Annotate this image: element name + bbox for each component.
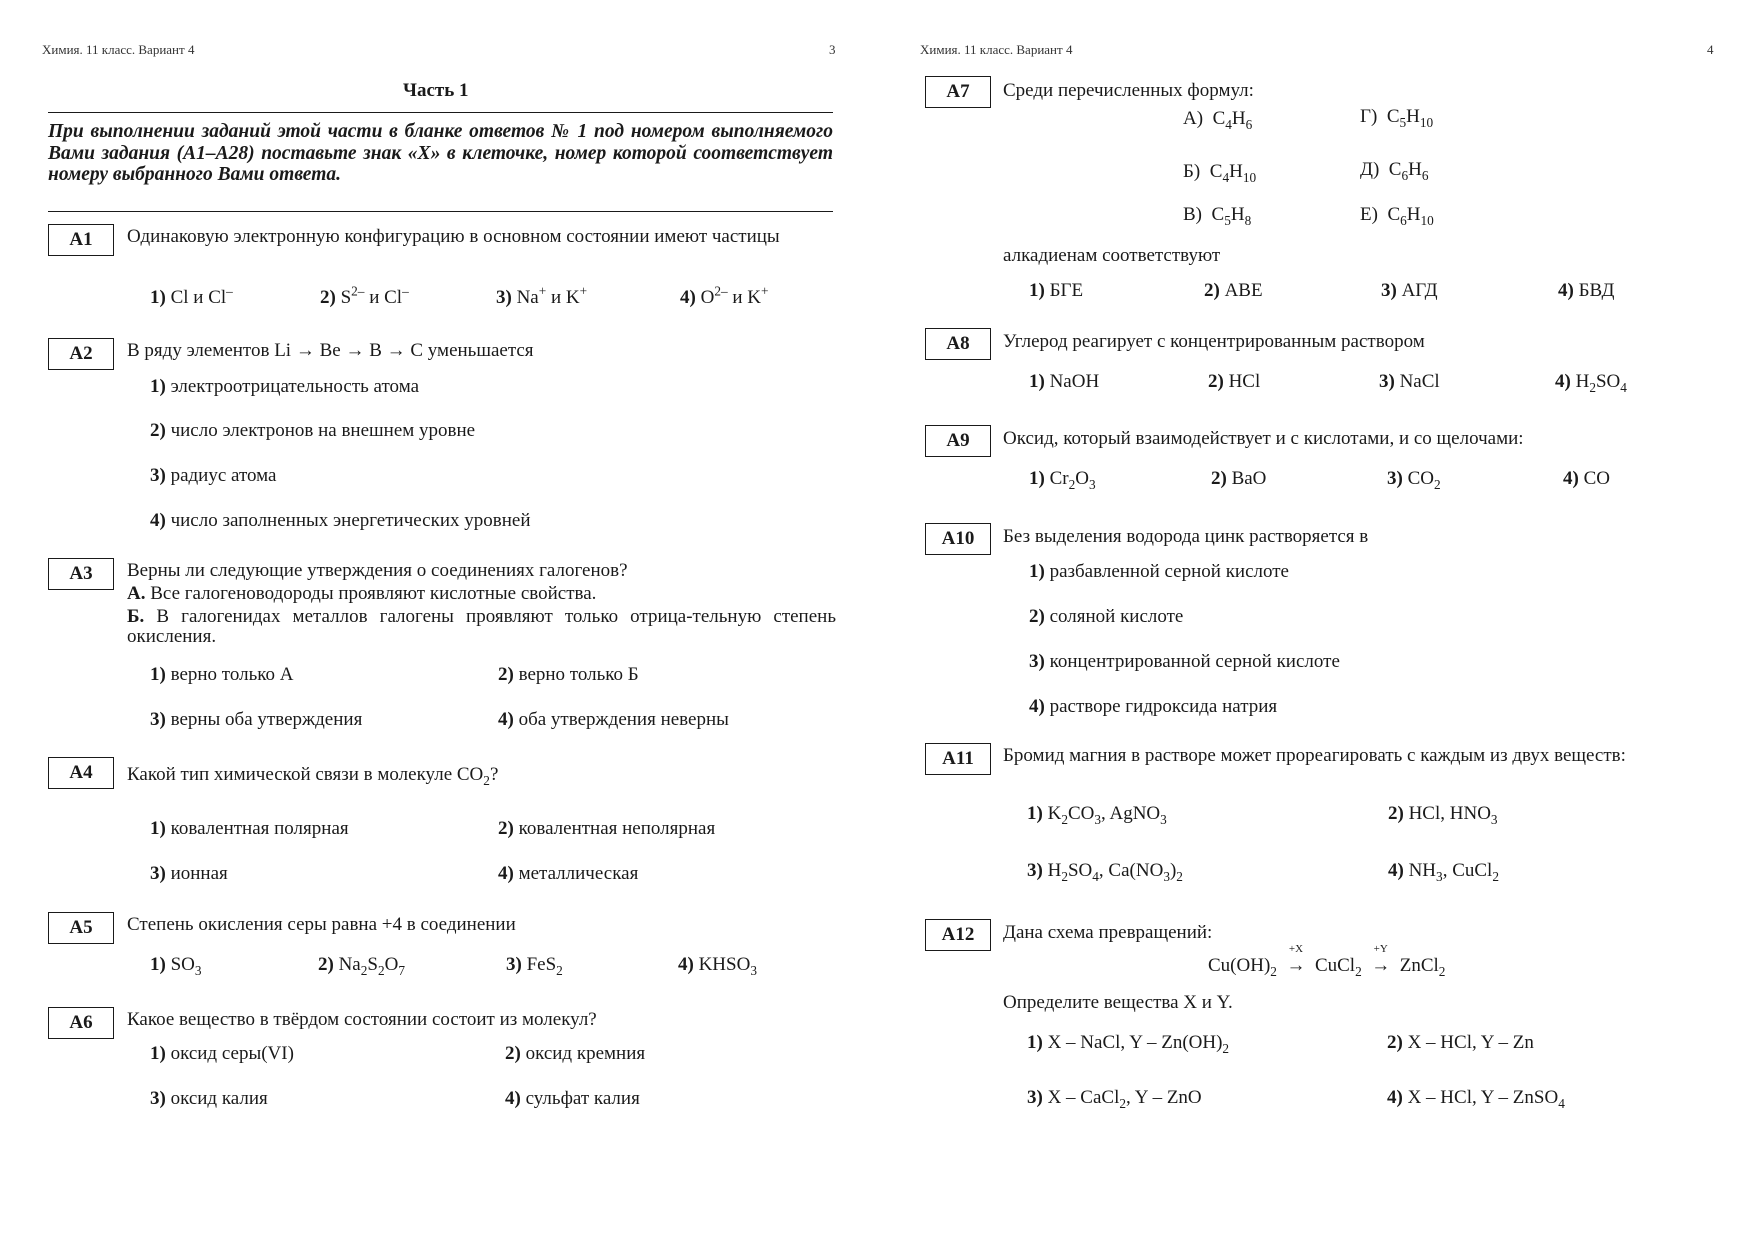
answer-a3-1[interactable]: 1) верно только А — [150, 664, 294, 685]
answer-a1-2[interactable]: 2) $S^{2-}$ и Cl– — [320, 283, 409, 308]
answer-a8-3[interactable]: 3) NaCl — [1379, 371, 1440, 392]
answer-a12-3[interactable]: 3) X – CaCl$_2$, Y – ZnO — [1027, 1087, 1202, 1111]
answer-a10-4[interactable]: 4) растворе гидроксида натрия — [1029, 696, 1278, 717]
formula-g: Г) $C_5H_{10}$ — [1360, 106, 1434, 130]
question-a1-text: Одинаковую электронную конфигурацию в основном состоянии имеют частицы — [127, 226, 780, 247]
page-number: 4 — [1707, 42, 1714, 57]
question-a6-text: Какое вещество в твёрдом состоянии состоит из молекул? — [127, 1009, 597, 1030]
answer-a11-1[interactable]: 1) $K_2CO_3$, AgNO$_3$ — [1027, 803, 1167, 827]
answer-a7-3[interactable]: 3) АГД — [1381, 280, 1438, 301]
answer-a3-2[interactable]: 2) верно только Б — [498, 664, 639, 685]
divider — [48, 112, 833, 113]
answer-a6-3[interactable]: 3) оксид калия — [150, 1088, 268, 1109]
question-label-a11: А11 — [925, 743, 991, 775]
answer-a6-1[interactable]: 1) оксид серы(VI) — [150, 1043, 294, 1064]
answer-a5-2[interactable]: 2) $Na_2S_2O_7$ — [318, 954, 406, 978]
answer-a2-2[interactable]: 2) число электронов на внешнем уровне — [150, 420, 476, 441]
answer-a4-1[interactable]: 1) ковалентная полярная — [150, 818, 349, 839]
answer-a4-3[interactable]: 3) ионная — [150, 863, 228, 884]
answer-a10-1[interactable]: 1) разбавленной серной кислоте — [1029, 561, 1289, 582]
answer-a10-3[interactable]: 3) концентрированной серной кислоте — [1029, 651, 1340, 672]
page-number: 3 — [829, 42, 836, 57]
answer-a2-1[interactable]: 1) электроотрицательность атома — [150, 376, 420, 397]
question-a12-text: Дана схема превращений: — [1003, 922, 1213, 943]
divider — [48, 211, 833, 212]
answer-a4-2[interactable]: 2) ковалентная неполярная — [498, 818, 716, 839]
question-a5-text: Степень окисления серы равна +4 в соединении — [127, 914, 516, 935]
formula-d: Д) $C_6H_6$ — [1360, 159, 1429, 183]
question-label-a6: А6 — [48, 1007, 114, 1039]
question-a3-text: Верны ли следующие утверждения о соединениях галогенов? — [127, 560, 628, 581]
question-a12-prompt: Определите вещества X и Y. — [1003, 992, 1233, 1013]
question-label-a4: А4 — [48, 757, 114, 789]
question-label-a2: А2 — [48, 338, 114, 370]
answer-a1-4[interactable]: 4) $O^{2-}$ и K+ — [680, 283, 769, 308]
question-label-a10: А10 — [925, 523, 991, 555]
question-a7-text: Среди перечисленных формул: — [1003, 80, 1254, 101]
question-a10-text: Без выделения водорода цинк растворяется в — [1003, 526, 1369, 547]
answer-a10-2[interactable]: 2) соляной кислоте — [1029, 606, 1184, 627]
answer-a3-4[interactable]: 4) оба утверждения неверны — [498, 709, 729, 730]
answer-a1-3[interactable]: 3) Na+ и K+ — [496, 283, 588, 308]
question-a9-text: Оксид, который взаимодействует и с кислотами, и со щелочами: — [1003, 428, 1524, 449]
answer-a6-4[interactable]: 4) сульфат калия — [505, 1088, 640, 1109]
answer-a3-3[interactable]: 3) верны оба утверждения — [150, 709, 363, 730]
answer-a12-1[interactable]: 1) X – NaCl, Y – $Zn(OH)_2$ — [1027, 1032, 1230, 1056]
answer-a2-4[interactable]: 4) число заполненных энергетических уровней — [150, 510, 531, 531]
answer-a7-4[interactable]: 4) БВД — [1558, 280, 1615, 301]
question-label-a5: А5 — [48, 912, 114, 944]
answer-a9-4[interactable]: 4) CO — [1563, 468, 1610, 489]
part-title: Часть 1 — [403, 80, 469, 101]
question-a8-text: Углерод реагирует с концентрированным раствором — [1003, 331, 1425, 352]
answer-a6-2[interactable]: 2) оксид кремния — [505, 1043, 646, 1064]
formula-a: А) $C_4H_6$ — [1183, 108, 1253, 132]
answer-a12-2[interactable]: 2) X – HCl, Y – Zn — [1387, 1032, 1534, 1053]
answer-a1-1[interactable]: 1) Cl и Cl– — [150, 283, 233, 308]
answer-a8-1[interactable]: 1) NaOH — [1029, 371, 1100, 392]
statement-a: А. Все галогеноводороды проявляют кислотные свойства. — [127, 583, 597, 604]
answer-a12-4[interactable]: 4) X – HCl, Y – ZnSO$_4$ — [1387, 1087, 1565, 1111]
answer-a11-2[interactable]: 2) HCl, $HNO_3$ — [1388, 803, 1498, 827]
arrow-2: +Y → — [1371, 943, 1391, 976]
right-page — [877, 0, 1754, 1239]
answer-a7-1[interactable]: 1) БГЕ — [1029, 280, 1084, 301]
answer-a5-1[interactable]: 1) $SO_3$ — [150, 954, 202, 978]
formula-v: В) $C_5H_8$ — [1183, 204, 1252, 228]
question-label-a8: А8 — [925, 328, 991, 360]
question-label-a7: А7 — [925, 76, 991, 108]
answer-a7-2[interactable]: 2) АВЕ — [1204, 280, 1263, 301]
answer-a9-1[interactable]: 1) $Cr_2O_3$ — [1029, 468, 1096, 492]
formula-e: Е) $C_6H_{10}$ — [1360, 204, 1434, 228]
question-label-a12: А12 — [925, 919, 991, 951]
answer-a5-4[interactable]: 4) $KHSO_3$ — [678, 954, 757, 978]
instruction-text: При выполнении заданий этой части в бланке ответов № 1 под номером выполняемого Вами задания (А1–А28) поставьте знак «Х» в клеточке, номер которой соответствует номеру выбранного Вами ответа. — [48, 121, 833, 185]
transformation-scheme: $Cu(OH)_2$ +X → CuCl$_2$ +Y → ZnCl$_2$ — [1208, 943, 1446, 979]
question-label-a1: А1 — [48, 224, 114, 256]
question-a2-text: В ряду элементов Li → Be → B → C уменьшается — [127, 340, 534, 361]
arrow-1: +X → — [1286, 943, 1306, 976]
answer-a2-3[interactable]: 3) радиус атома — [150, 465, 277, 486]
statement-b: Б. В галогенидах металлов галогены проявляют только отрица-тельную степень окисления. — [127, 606, 836, 647]
question-a4-text: Какой тип химической связи в молекуле $CO_2$? — [127, 764, 499, 788]
answer-a11-4[interactable]: 4) $NH_3$, CuCl$_2$ — [1388, 860, 1499, 884]
question-a7-tail: алкадиенам соответствуют — [1003, 245, 1221, 266]
answer-a4-4[interactable]: 4) металлическая — [498, 863, 639, 884]
answer-a11-3[interactable]: 3) $H_2SO_4$, $Ca(NO_3)_2$ — [1027, 860, 1183, 884]
question-label-a9: А9 — [925, 425, 991, 457]
formula-b: Б) $C_4H_{10}$ — [1183, 161, 1257, 185]
answer-a5-3[interactable]: 3) FeS$_2$ — [506, 954, 563, 978]
answer-a9-3[interactable]: 3) $CO_2$ — [1387, 468, 1441, 492]
answer-a9-2[interactable]: 2) BaO — [1211, 468, 1267, 489]
answer-a8-4[interactable]: 4) $H_2SO_4$ — [1555, 371, 1627, 395]
answer-a8-2[interactable]: 2) HCl — [1208, 371, 1261, 392]
question-label-a3: А3 — [48, 558, 114, 590]
page-header-title: Химия. 11 класс. Вариант 4 — [42, 42, 195, 57]
question-a11-text: Бромид магния в растворе может прореагировать с каждым из двух веществ: — [1003, 745, 1626, 766]
page-header-title: Химия. 11 класс. Вариант 4 — [920, 42, 1073, 57]
